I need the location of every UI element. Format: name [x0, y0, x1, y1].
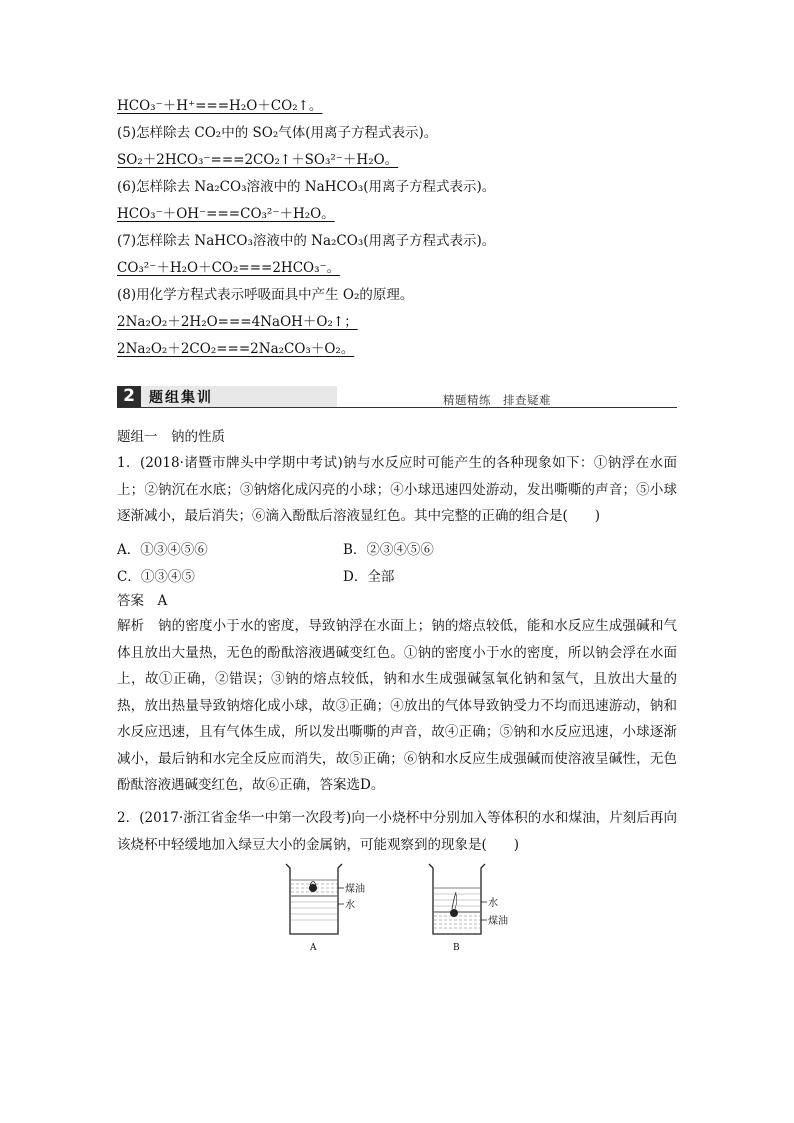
figure-a-top-label: 煤油 [345, 884, 365, 895]
question-1-stem: 1．(2018·诸暨市牌头中学期中考试)钠与水反应时可能产生的各种现象如下：①钠浮在水面上；②钠沉在水底；③钠熔化成闪亮的小球；④小球迅速四处游动，发出嘶嘶的声音；⑤小球逐渐减小，最后消失；⑥滴入酚酞后溶液显红色。其中完整的正确的组合是( ) [117, 455, 677, 524]
analysis: 解析 钠的密度小于水的密度，导致钠浮在水面上；钠的熔点较低，能和水反应生成强碱和气体且放出大量热，无色的酚酞溶液遇碱变红色。①钠的密度小于水的密度，所以钠会浮在水面上，故①正确，②错误；③钠的熔点较低，钠和水生成强碱氢氧化钠和氢气，且放出大量的热，放出热量导致钠熔化成小球，故③正确；④放出的气体导致钠受力不均而迅速游动，钠和水反应迅速，且有气体生成，所以发出嘶嘶的声音，故④正确；⑤钠和水反应迅速，小球逐渐减小，最后钠和水完全反应而消失，故⑤正确；⑥钠和水反应生成强碱而使溶液呈碱性，无色酚酞溶液遇碱变红色，故⑥正确，答案选D。 [117, 618, 677, 793]
figure-b-bottom-label: 煤油 [488, 916, 508, 927]
banner-rule [117, 407, 677, 408]
group-title: 题组一 钠的性质 [117, 429, 225, 445]
beaker-figure-b [425, 858, 515, 958]
section-title: 题组集训 [149, 390, 213, 406]
section-number: 2 [117, 386, 141, 407]
option-a: A．①③④⑤⑥ [117, 542, 208, 558]
beaker-a-icon [286, 864, 344, 934]
equation-line-2: SO₂＋2HCO₃⁻===2CO₂↑＋SO₃²⁻＋H₂O。 [117, 152, 399, 168]
question-5-prompt: (5)怎样除去 CO₂中的 SO₂气体(用离子方程式表示)。 [117, 125, 438, 141]
question-8-prompt: (8)用化学方程式表示呼吸面具中产生 O₂的原理。 [117, 287, 414, 303]
section-subtitle: 精题精练 排查疑难 [443, 393, 551, 407]
section-banner [117, 386, 677, 408]
figure-a-caption: A [310, 943, 317, 953]
question-6-prompt: (6)怎样除去 Na₂CO₃溶液中的 NaHCO₃(用离子方程式表示)。 [117, 179, 496, 195]
question-7-prompt: (7)怎样除去 NaHCO₃溶液中的 Na₂CO₃(用离子方程式表示)。 [117, 233, 496, 249]
option-c: C．①③④⑤ [117, 569, 195, 585]
beaker-figure-a [282, 858, 372, 958]
figure-b-caption: B [453, 943, 460, 953]
equation-line-4: CO₃²⁻＋H₂O＋CO₂===2HCO₃⁻。 [117, 260, 341, 276]
option-b: B．②③④⑤⑥ [343, 542, 434, 558]
figure-a-bottom-label: 水 [345, 900, 355, 911]
figure-b-top-label: 水 [488, 898, 498, 909]
answer: 答案 A [117, 593, 168, 609]
equation-line-1: HCO₃⁻＋H⁺===H₂O＋CO₂↑。 [117, 98, 323, 114]
equation-line-5: 2Na₂O₂＋2H₂O===4NaOH＋O₂↑； [117, 314, 358, 330]
option-d: D．全部 [343, 569, 395, 585]
equation-line-6: 2Na₂O₂＋2CO₂===2Na₂CO₃＋O₂。 [117, 341, 355, 357]
equation-line-3: HCO₃⁻＋OH⁻===CO₃²⁻＋H₂O。 [117, 206, 335, 222]
beaker-b-icon [429, 864, 487, 934]
question-2-stem: 2．(2017·浙江省金华一中第一次段考)向一小烧杯中分别加入等体积的水和煤油，片刻后再向该烧杯中轻缓地加入绿豆大小的金属钠，可能观察到的现象是( ) [117, 810, 677, 853]
